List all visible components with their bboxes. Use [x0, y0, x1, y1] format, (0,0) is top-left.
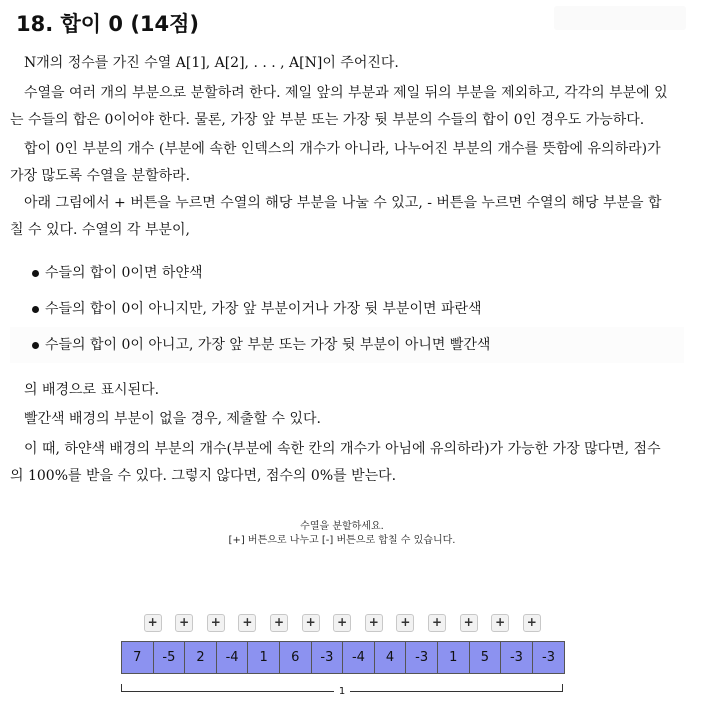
color-rules-list — [10, 255, 684, 363]
part-count-label: 1 — [334, 686, 350, 697]
split-button[interactable]: + — [302, 614, 320, 632]
faded-header-widget — [554, 6, 686, 30]
sequence-cell: 4 — [375, 642, 407, 673]
sequence-cell: 1 — [248, 642, 280, 673]
sequence-cell: -3 — [533, 642, 565, 673]
sequence-cell: -3 — [501, 642, 533, 673]
intro-paragraph: N개의 정수를 가진 수열 A[1], A[2], . . . , A[N]이 주어진다. — [24, 55, 399, 71]
sequence-cell: -3 — [406, 642, 438, 673]
color-rule-red: 수들의 합이 0이 아니고, 가장 앞 부분 또는 가장 뒷 부분이 아니면 빨간색 — [10, 327, 684, 363]
color-rule-blue: 수들의 합이 0이 아니지만, 가장 앞 부분이거나 가장 뒷 부분이면 파란색 — [10, 291, 684, 327]
split-button[interactable]: + — [238, 614, 256, 632]
split-button[interactable]: + — [207, 614, 225, 632]
sequence-cell: -3 — [312, 642, 344, 673]
goal-paragraph: 합이 0인 부분의 개수 (부분에 속한 인덱스의 개수가 아니라, 나누어진 부분의 개수를 뜻함에 유의하라)가 가장 많도록 수열을 분할하라. — [10, 141, 661, 184]
split-button[interactable]: + — [491, 614, 509, 632]
sequence-row — [121, 641, 565, 674]
sequence-cell: 2 — [185, 642, 217, 673]
sequence-cell: 5 — [470, 642, 502, 673]
widget-instruction: 수열을 분할하세요. — [300, 521, 384, 532]
color-rule-white: 수들의 합이 0이면 하얀색 — [10, 255, 684, 291]
background-note: 의 배경으로 표시된다. — [24, 382, 160, 398]
sequence-cell: 1 — [438, 642, 470, 673]
sequence-cell: 7 — [122, 642, 154, 673]
scoring-paragraph: 이 때, 하얀색 배경의 부분의 개수(부분에 속한 칸의 개수가 아님에 유의하라)가 가능한 가장 많다면, 점수의 100%를 받을 수 있다. 그렇지 않다면, 점수의 0%를 받는다. — [10, 441, 661, 484]
split-button[interactable]: + — [270, 614, 288, 632]
problem-title: 18. 합이 0 (14점) — [16, 12, 200, 36]
split-button[interactable]: + — [460, 614, 478, 632]
sequence-cell: -5 — [154, 642, 186, 673]
split-button[interactable]: + — [365, 614, 383, 632]
split-button[interactable]: + — [333, 614, 351, 632]
sequence-cell: 6 — [280, 642, 312, 673]
split-button[interactable]: + — [523, 614, 541, 632]
split-button[interactable]: + — [144, 614, 162, 632]
submit-condition: 빨간색 배경의 부분이 없을 경우, 제출할 수 있다. — [24, 411, 322, 427]
controls-paragraph: 아래 그림에서 + 버튼을 누르면 수열의 해당 부분을 나눌 수 있고, - 버튼을 누르면 수열의 해당 부분을 합칠 수 있다. 수열의 각 부분이, — [10, 195, 662, 238]
split-button[interactable]: + — [175, 614, 193, 632]
sequence-cell: -4 — [343, 642, 375, 673]
partition-rule-paragraph: 수열을 여러 개의 부분으로 분할하려 한다. 제일 앞의 부분과 제일 뒤의 부분을 제외하고, 각각의 부분에 있는 수들의 합은 0이어야 한다. 물론, 가장 앞 부분 또는 가장 뒷 부분의 수들의 합이 0인 경우도 가능하다. — [10, 85, 668, 128]
widget-hint: [+] 버튼으로 나누고 [-] 버튼으로 합칠 수 있습니다. — [228, 535, 456, 546]
sequence-cell: -4 — [217, 642, 249, 673]
split-button[interactable]: + — [396, 614, 414, 632]
split-button[interactable]: + — [428, 614, 446, 632]
